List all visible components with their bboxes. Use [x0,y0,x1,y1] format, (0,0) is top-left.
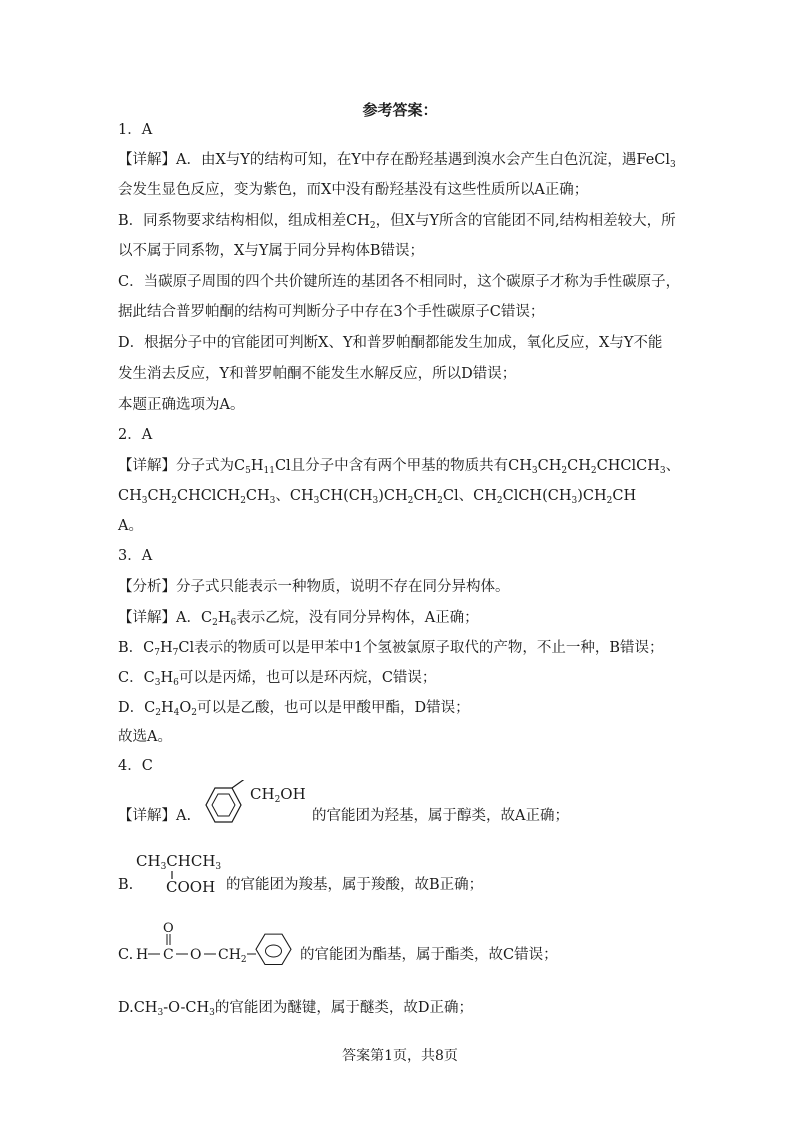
svg-text:CH2: $CH_2$ [218,947,247,965]
q1-number: 1．A [118,122,153,138]
q1-detail-b-line2: 以不属于同系物，X与Y属于同分异构体B错误； [118,243,425,259]
q1-detail-c-line1: C．当碳原子周围的四个共价键所连的基团各不相同时，这个碳原子才称为手性碳原子， [118,274,681,290]
svg-text:O: O [163,921,174,936]
svg-text:CH2OH: $CH_2OH$ [250,785,306,805]
q1-detail-a-line1: 【详解】A．由X与Y的结构可知，在Y中存在酚羟基遇到溴水会产生白色沉淀，遇FeCl$_3$ [118,152,676,170]
q4-detail-a-prefix: 【详解】A. [118,808,192,824]
q4-detail-b-text: 的官能团为羧基，属于羧酸，故B正确； [226,877,484,893]
q1-detail-d-line2: 发生消去反应，Y和普罗帕酮不能发生水解反应，所以D错误； [118,366,517,382]
q4-detail-b-prefix: B. [118,877,134,893]
answer-title: 参考答案： [362,101,438,119]
q3-analysis: 【分析】分子式只能表示一种物质，说明不存在同分异构体。 [118,579,510,595]
q2-detail-line1: 【详解】分子式为$C_5H_{11}Cl$且分子中含有两个甲基的物质共有$CH_3CH_2CH_2CHClCH_3$、 [118,458,681,476]
q1-detail-b-line1: B．同系物要求结构相似，组成相差$CH_2$，但X与Y所含的官能团不同,结构相差较大，所 [118,213,676,231]
q1-conclusion: 本题正确选项为A。 [118,397,245,413]
q3-detail-a: 【详解】A．$C_2H_6$表示乙烷，没有同分异构体，A正确； [118,610,479,628]
q2-number: 2．A [118,427,153,443]
svg-text:H: H [136,947,149,963]
svg-text:CH3CHCH3: $CH_3CHCH_3$ [136,852,222,872]
q4-detail-d: $D.CH_3-O-CH_3$的官能团为醚键，属于醚类，故D正确； [118,1000,474,1018]
q1-detail-c-line2: 据此结合普罗帕酮的结构可判断分子中存在3个手性碳原子C错误； [118,304,545,320]
q2-detail-line2: $CH_3CH_2CHClCH_2CH_3$、$CH_3CH(CH_3)CH_2CH_2Cl$、$CH_2ClCH(CH_3)CH_2CH$ [118,488,637,506]
q4-number: 4．C [118,758,153,774]
svg-text:COOH: COOH [166,878,216,896]
q1-detail-a-line2: 会发生显色反应，变为紫色，而X中没有酚羟基没有这些性质所以A正确； [118,182,589,198]
q3-detail-b: B．$C_7H_7Cl$表示的物质可以是甲苯中1个氢被氯原子取代的产物，不止一种，B错误； [118,640,664,658]
q1-detail-d-line1: D．根据分子中的官能团可判断X、Y和普罗帕酮都能发生加成，氧化反应，X与Y不能 [118,335,663,351]
q4-detail-c-text: 的官能团为酯基，属于酯类，故C错误； [300,947,558,963]
q4-detail-c-prefix: C. [118,947,134,963]
q3-detail-d: D．$C_2H_4O_2$可以是乙酸，也可以是甲酸甲酯，D错误； [118,700,470,718]
q3-detail-c: C．$C_3H_6$可以是丙烯，也可以是环丙烷，C错误； [118,670,437,688]
page-footer: 答案第1页，共8页 [342,1048,458,1064]
q4-detail-a-text: 的官能团为羟基，属于醇类，故A正确； [312,808,569,824]
q3-conclusion: 故选A。 [118,729,172,745]
q3-number: 3．A [118,548,153,564]
q2-detail-line3: A。 [118,518,143,534]
svg-text:O: O [190,947,202,963]
benzyl-alcohol-structure [196,780,316,838]
svg-text:C: C [163,947,174,963]
benzyl-formate-structure [134,920,304,970]
